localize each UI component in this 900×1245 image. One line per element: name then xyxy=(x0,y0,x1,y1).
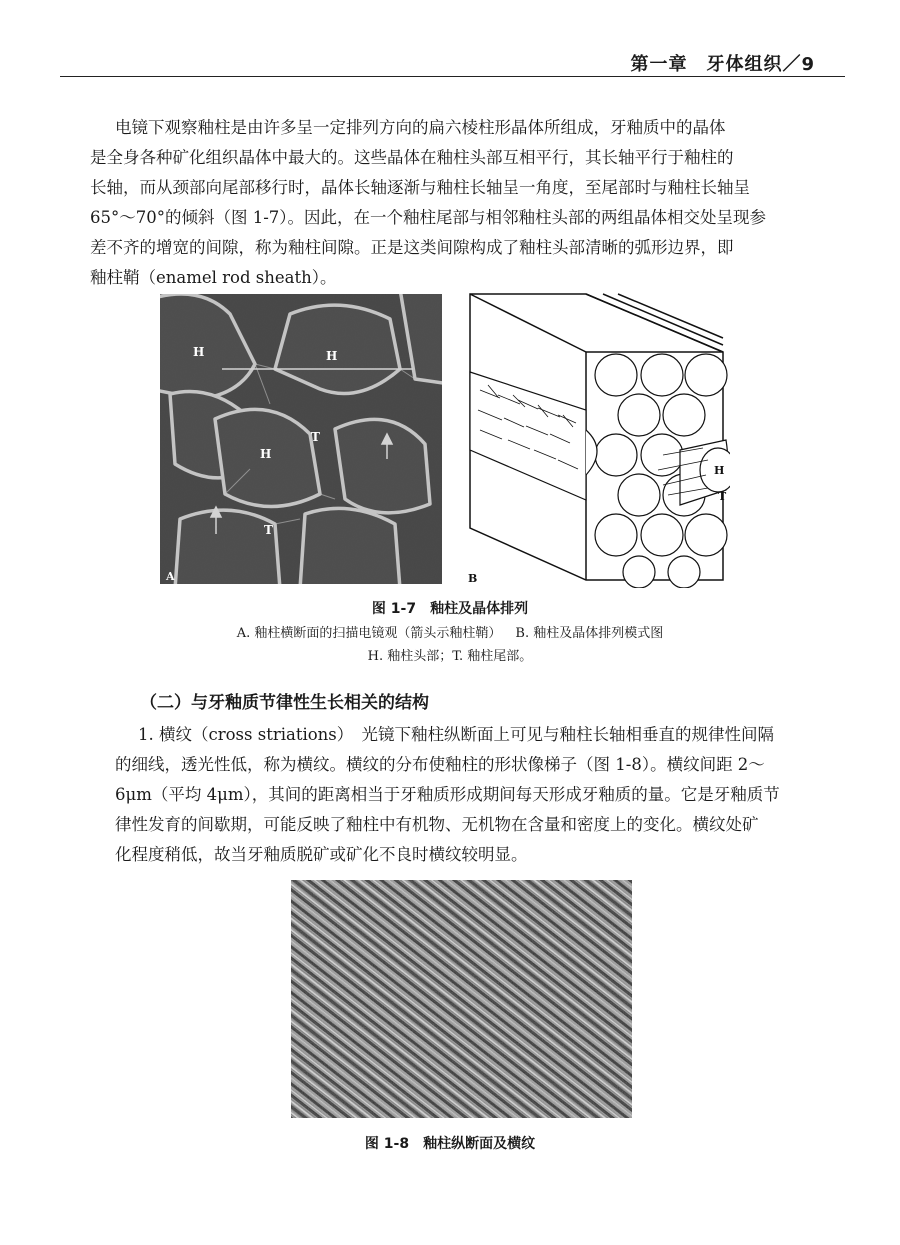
panel-a-label-h3: H xyxy=(260,447,272,461)
header-rule xyxy=(60,76,845,77)
panel-b-label-t: T xyxy=(718,490,727,503)
figure-1-7-caption-line-2: H. 釉柱头部；T. 釉柱尾部。 xyxy=(367,649,533,664)
panel-a-label-h2: H xyxy=(326,349,338,363)
figure-1-8-title: 釉柱纵断面及横纹 xyxy=(423,1136,536,1152)
paragraph-line: 化程度稍低，故当牙釉质脱矿或矿化不良时横纹较明显。 xyxy=(115,845,528,864)
panel-a-letter: A xyxy=(166,570,175,583)
figure-1-7-caption-a: A. 釉柱横断面的扫描电镜观（箭头示釉柱鞘） xyxy=(236,626,502,641)
running-head xyxy=(60,48,845,76)
figure-1-7-title: 釉柱及晶体排列 xyxy=(430,601,529,617)
panel-a-label-h1: H xyxy=(193,345,205,359)
paragraph-line: 65°～70°的倾斜（图 1-7）。因此，在一个釉柱尾部与相邻釉柱头部的两组晶体相交处呈现参 xyxy=(90,208,767,227)
figure-1-7-panel-a-micrograph xyxy=(160,294,442,584)
rod-crystal-diagram xyxy=(468,290,730,588)
figure-1-7-caption-title xyxy=(0,598,900,618)
figure-1-7-caption-line-1 xyxy=(0,622,900,641)
panel-a-label-t1: T xyxy=(311,430,320,444)
paragraph-line: 1. 横纹（cross striations） 光镜下釉柱纵断面上可见与釉柱长轴相垂直的规律性间隔 xyxy=(138,725,775,744)
panel-b-letter: B xyxy=(468,572,478,585)
body-paragraph-1 xyxy=(90,113,830,293)
paragraph-line: 律性发育的间歇期，可能反映了釉柱中有机物、无机物在含量和密度上的变化。横纹处矿 xyxy=(115,815,759,834)
figure-1-8-caption xyxy=(0,1133,900,1153)
cross-striations-image xyxy=(291,880,632,1118)
figure-1-7-caption-b: B. 釉柱及晶体排列模式图 xyxy=(515,626,664,641)
sem-micrograph-image xyxy=(160,294,442,584)
paragraph-line: 是全身各种矿化组织晶体中最大的。这些晶体在釉柱头部互相平行，其长轴平行于釉柱的 xyxy=(90,148,734,167)
figure-1-8-number: 图 1-8 xyxy=(364,1136,410,1152)
body-paragraph-2 xyxy=(115,720,830,870)
panel-b-label-h: H xyxy=(714,464,725,477)
figure-1-7-number: 图 1-7 xyxy=(371,601,417,617)
paragraph-line: 的细线，透光性低，称为横纹。横纹的分布使釉柱的形状像梯子（图 1-8）。横纹间距 2～ xyxy=(115,755,765,774)
paragraph-line: 电镜下观察釉柱是由许多呈一定排列方向的扁六棱柱形晶体所组成，牙釉质中的晶体 xyxy=(115,118,726,137)
figure-1-7-panel-b-diagram xyxy=(468,290,730,588)
figure-1-8-micrograph xyxy=(291,880,632,1118)
paragraph-line: 长轴，而从颈部向尾部移行时，晶体长轴逐渐与釉柱长轴呈一角度，至尾部时与釉柱长轴呈 xyxy=(90,178,750,197)
paragraph-line: 釉柱鞘（enamel rod sheath）。 xyxy=(90,268,337,287)
panel-a-label-t2: T xyxy=(264,523,273,537)
section-heading: （二）与牙釉质节律性生长相关的结构 xyxy=(140,693,429,713)
running-head-text: 第一章 牙体组织／9 xyxy=(630,54,815,75)
paragraph-line: 6μm（平均 4μm），其间的距离相当于牙釉质形成期间每天形成牙釉质的量。它是牙釉质节 xyxy=(115,785,780,804)
paragraph-line: 差不齐的增宽的间隙，称为釉柱间隙。正是这类间隙构成了釉柱头部清晰的弧形边界，即 xyxy=(90,238,734,257)
